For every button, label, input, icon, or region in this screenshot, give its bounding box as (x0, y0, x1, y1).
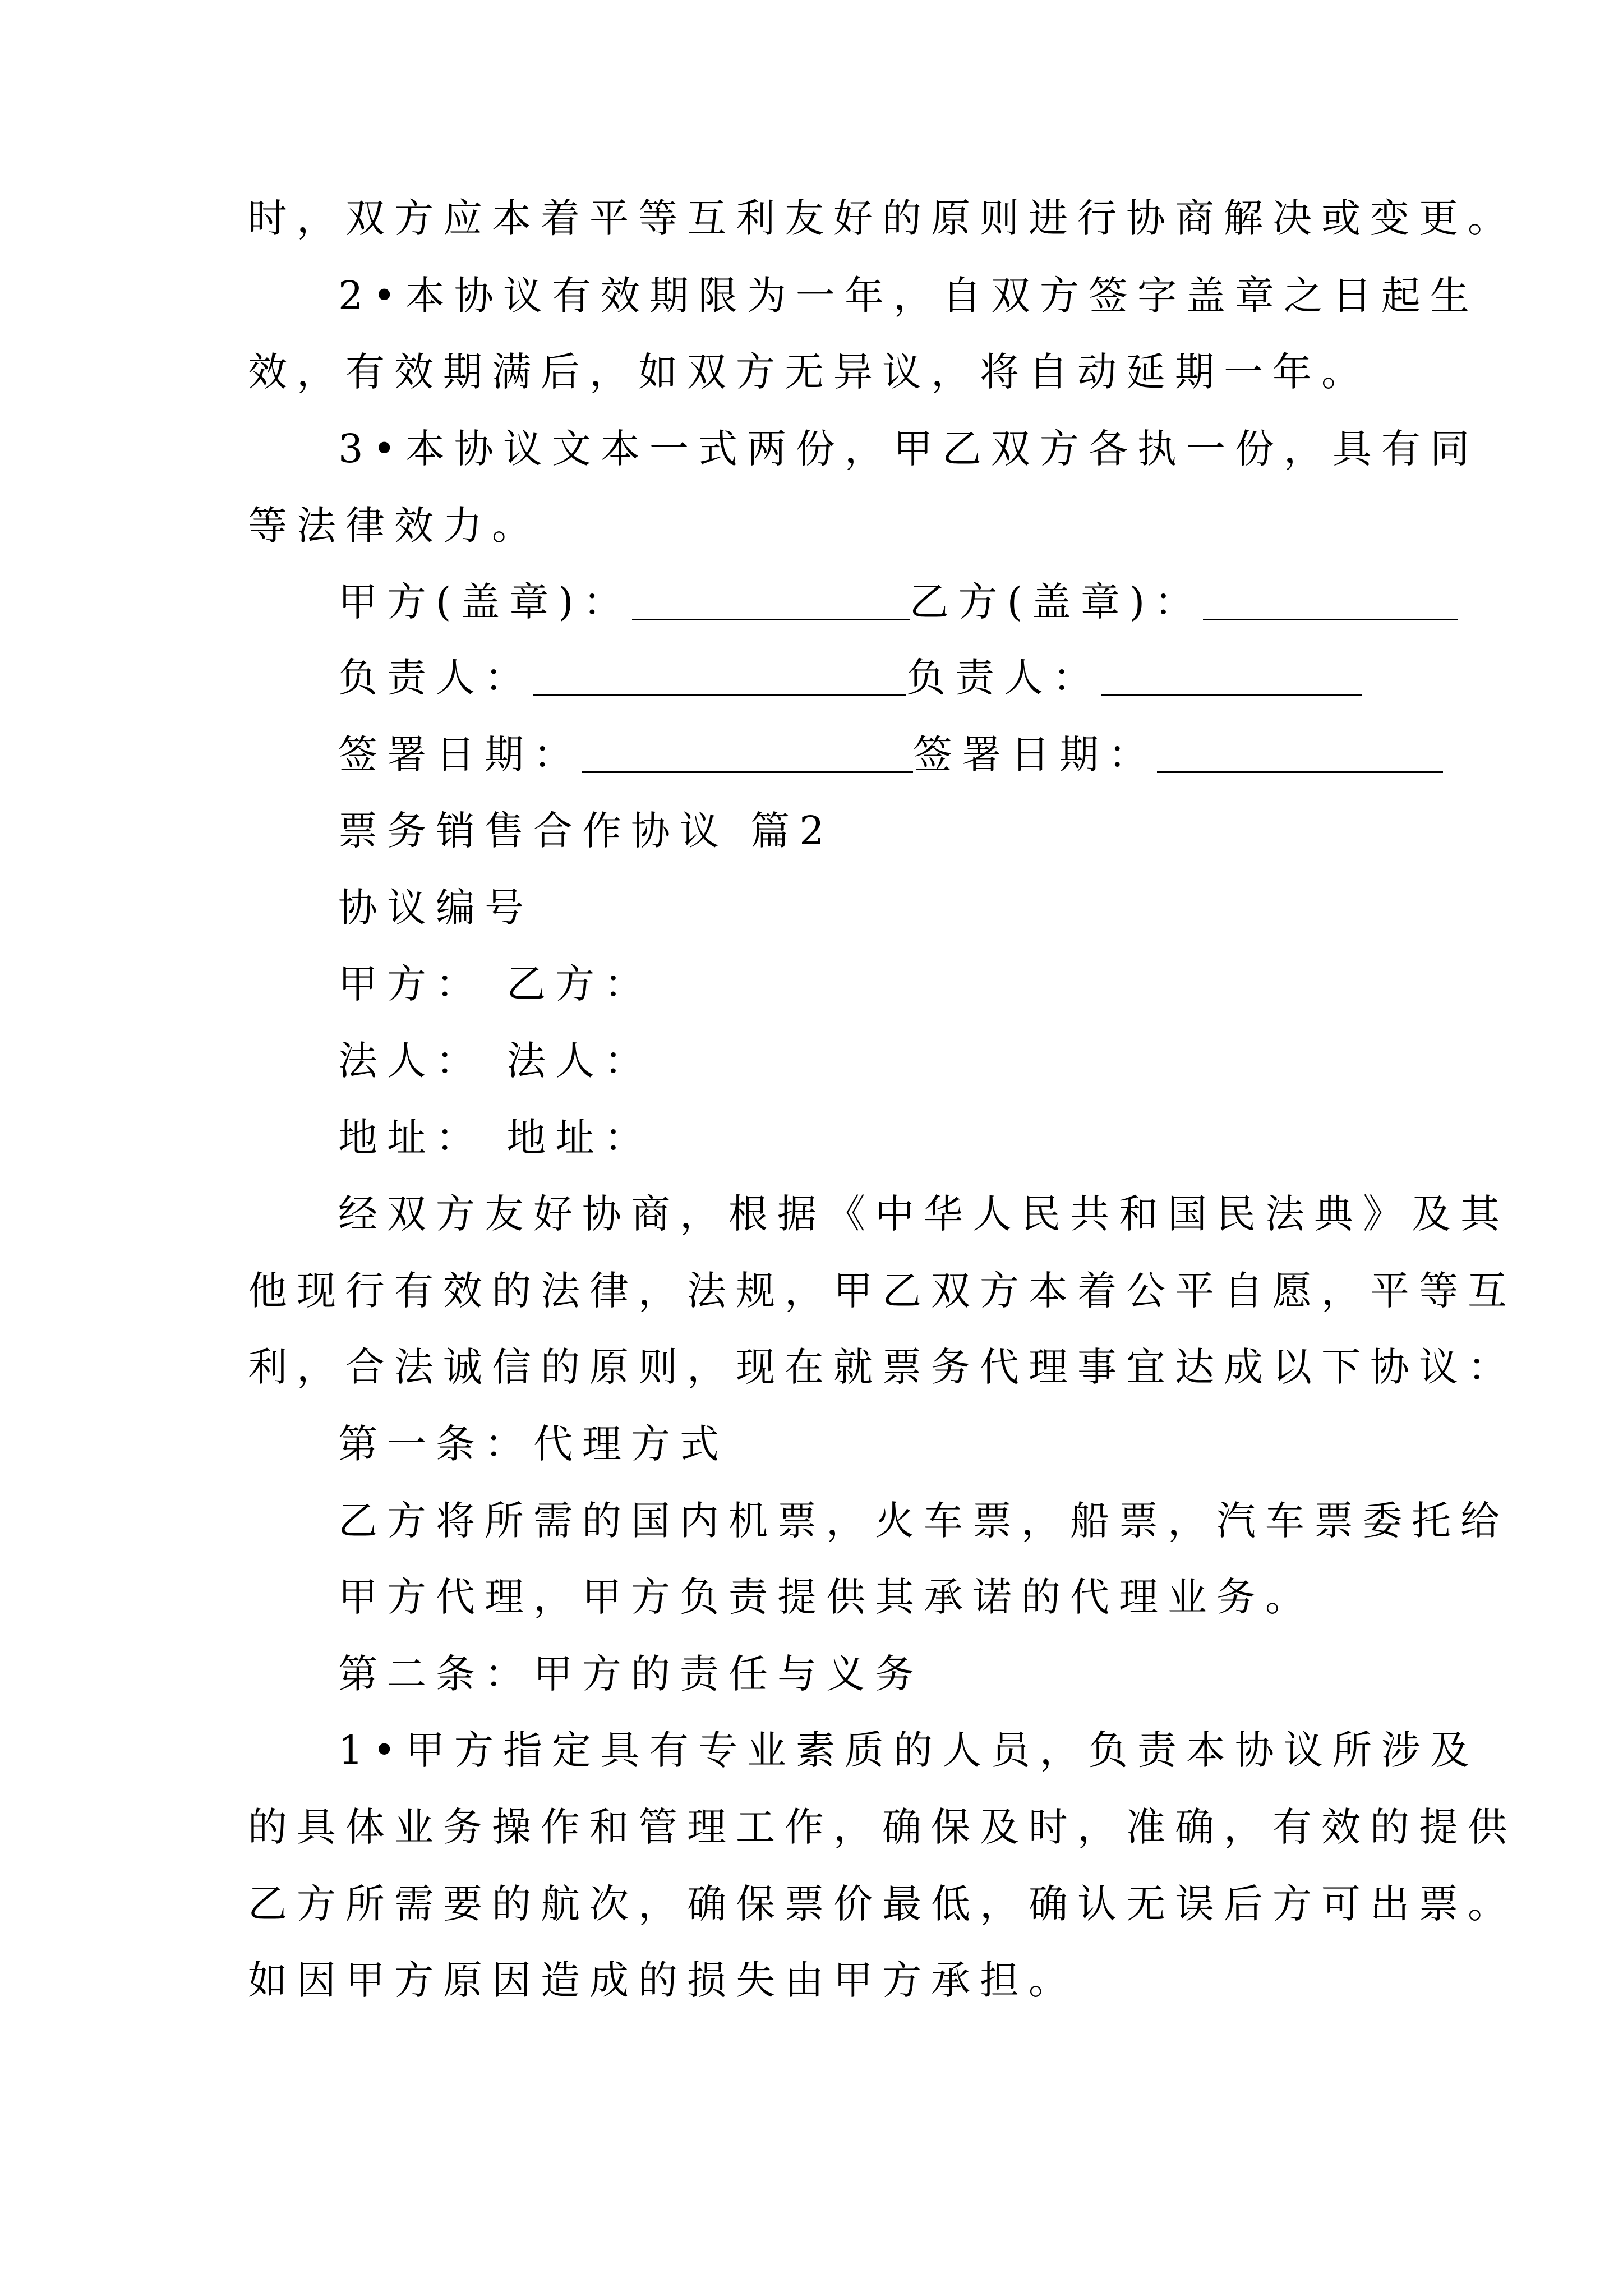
text-line: 的具体业务操作和管理工作，确保及时，准确，有效的提供 (248, 1804, 1516, 1850)
section-heading: 票务销售合作协议 篇2 (338, 808, 834, 854)
text-line: 如因甲方原因造成的损失由甲方承担。 (248, 1957, 1077, 2003)
text-line: 经双方友好协商，根据《中华人民共和国民法典》及其 (338, 1191, 1509, 1237)
text-line: 甲方代理，甲方负责提供其承诺的代理业务。 (338, 1574, 1314, 1620)
party-a-seal-blank (632, 585, 910, 620)
text-line: 等法律效力。 (248, 503, 541, 549)
principal-b-blank (1101, 661, 1362, 696)
party-b-seal-label: 乙方(盖章)： (909, 579, 1204, 625)
text-line: 3•本协议文本一式两份，甲乙双方各执一份，具有同 (338, 426, 1479, 472)
text-line: 地址： 地址： (338, 1115, 653, 1161)
party-a-seal-label: 甲方(盖章)： (338, 579, 632, 625)
principal-a-label: 负责人： (338, 655, 533, 701)
text-line: 他现行有效的法律，法规，甲乙双方本着公平自愿，平等互 (248, 1268, 1516, 1314)
date-b-label: 签署日期： (913, 731, 1157, 777)
text-line: 利，合法诚信的原则，现在就票务代理事宜达成以下协议： (248, 1344, 1516, 1390)
signature-row-principal (338, 647, 1362, 708)
text-line: 2•本协议有效期限为一年，自双方签字盖章之日起生 (338, 273, 1479, 319)
text-line: 效，有效期满后，如双方无异议，将自动延期一年。 (248, 349, 1370, 395)
date-a-blank (582, 738, 913, 773)
party-b-seal-blank (1203, 585, 1458, 620)
text-line: 乙方所需要的航次，确保票价最低，确认无误后方可出票。 (248, 1881, 1516, 1927)
text-line: 时，双方应本着平等互利友好的原则进行协商解决或变更。 (248, 195, 1516, 241)
text-line: 协议编号 (338, 885, 533, 931)
text-line: 法人： 法人： (338, 1038, 653, 1084)
text-line: 1•甲方指定具有专业素质的人员，负责本协议所涉及 (338, 1727, 1479, 1773)
principal-a-blank (533, 661, 906, 696)
signature-row-date (338, 724, 1443, 785)
date-b-blank (1157, 738, 1443, 773)
article-heading: 第二条：甲方的责任与义务 (338, 1651, 924, 1697)
signature-row-seal (338, 571, 1458, 633)
text-line: 甲方： 乙方： (338, 961, 653, 1007)
text-line: 乙方将所需的国内机票，火车票，船票，汽车票委托给 (338, 1498, 1509, 1544)
article-heading: 第一条：代理方式 (338, 1421, 728, 1467)
date-a-label: 签署日期： (338, 731, 582, 777)
principal-b-label: 负责人： (906, 655, 1101, 701)
